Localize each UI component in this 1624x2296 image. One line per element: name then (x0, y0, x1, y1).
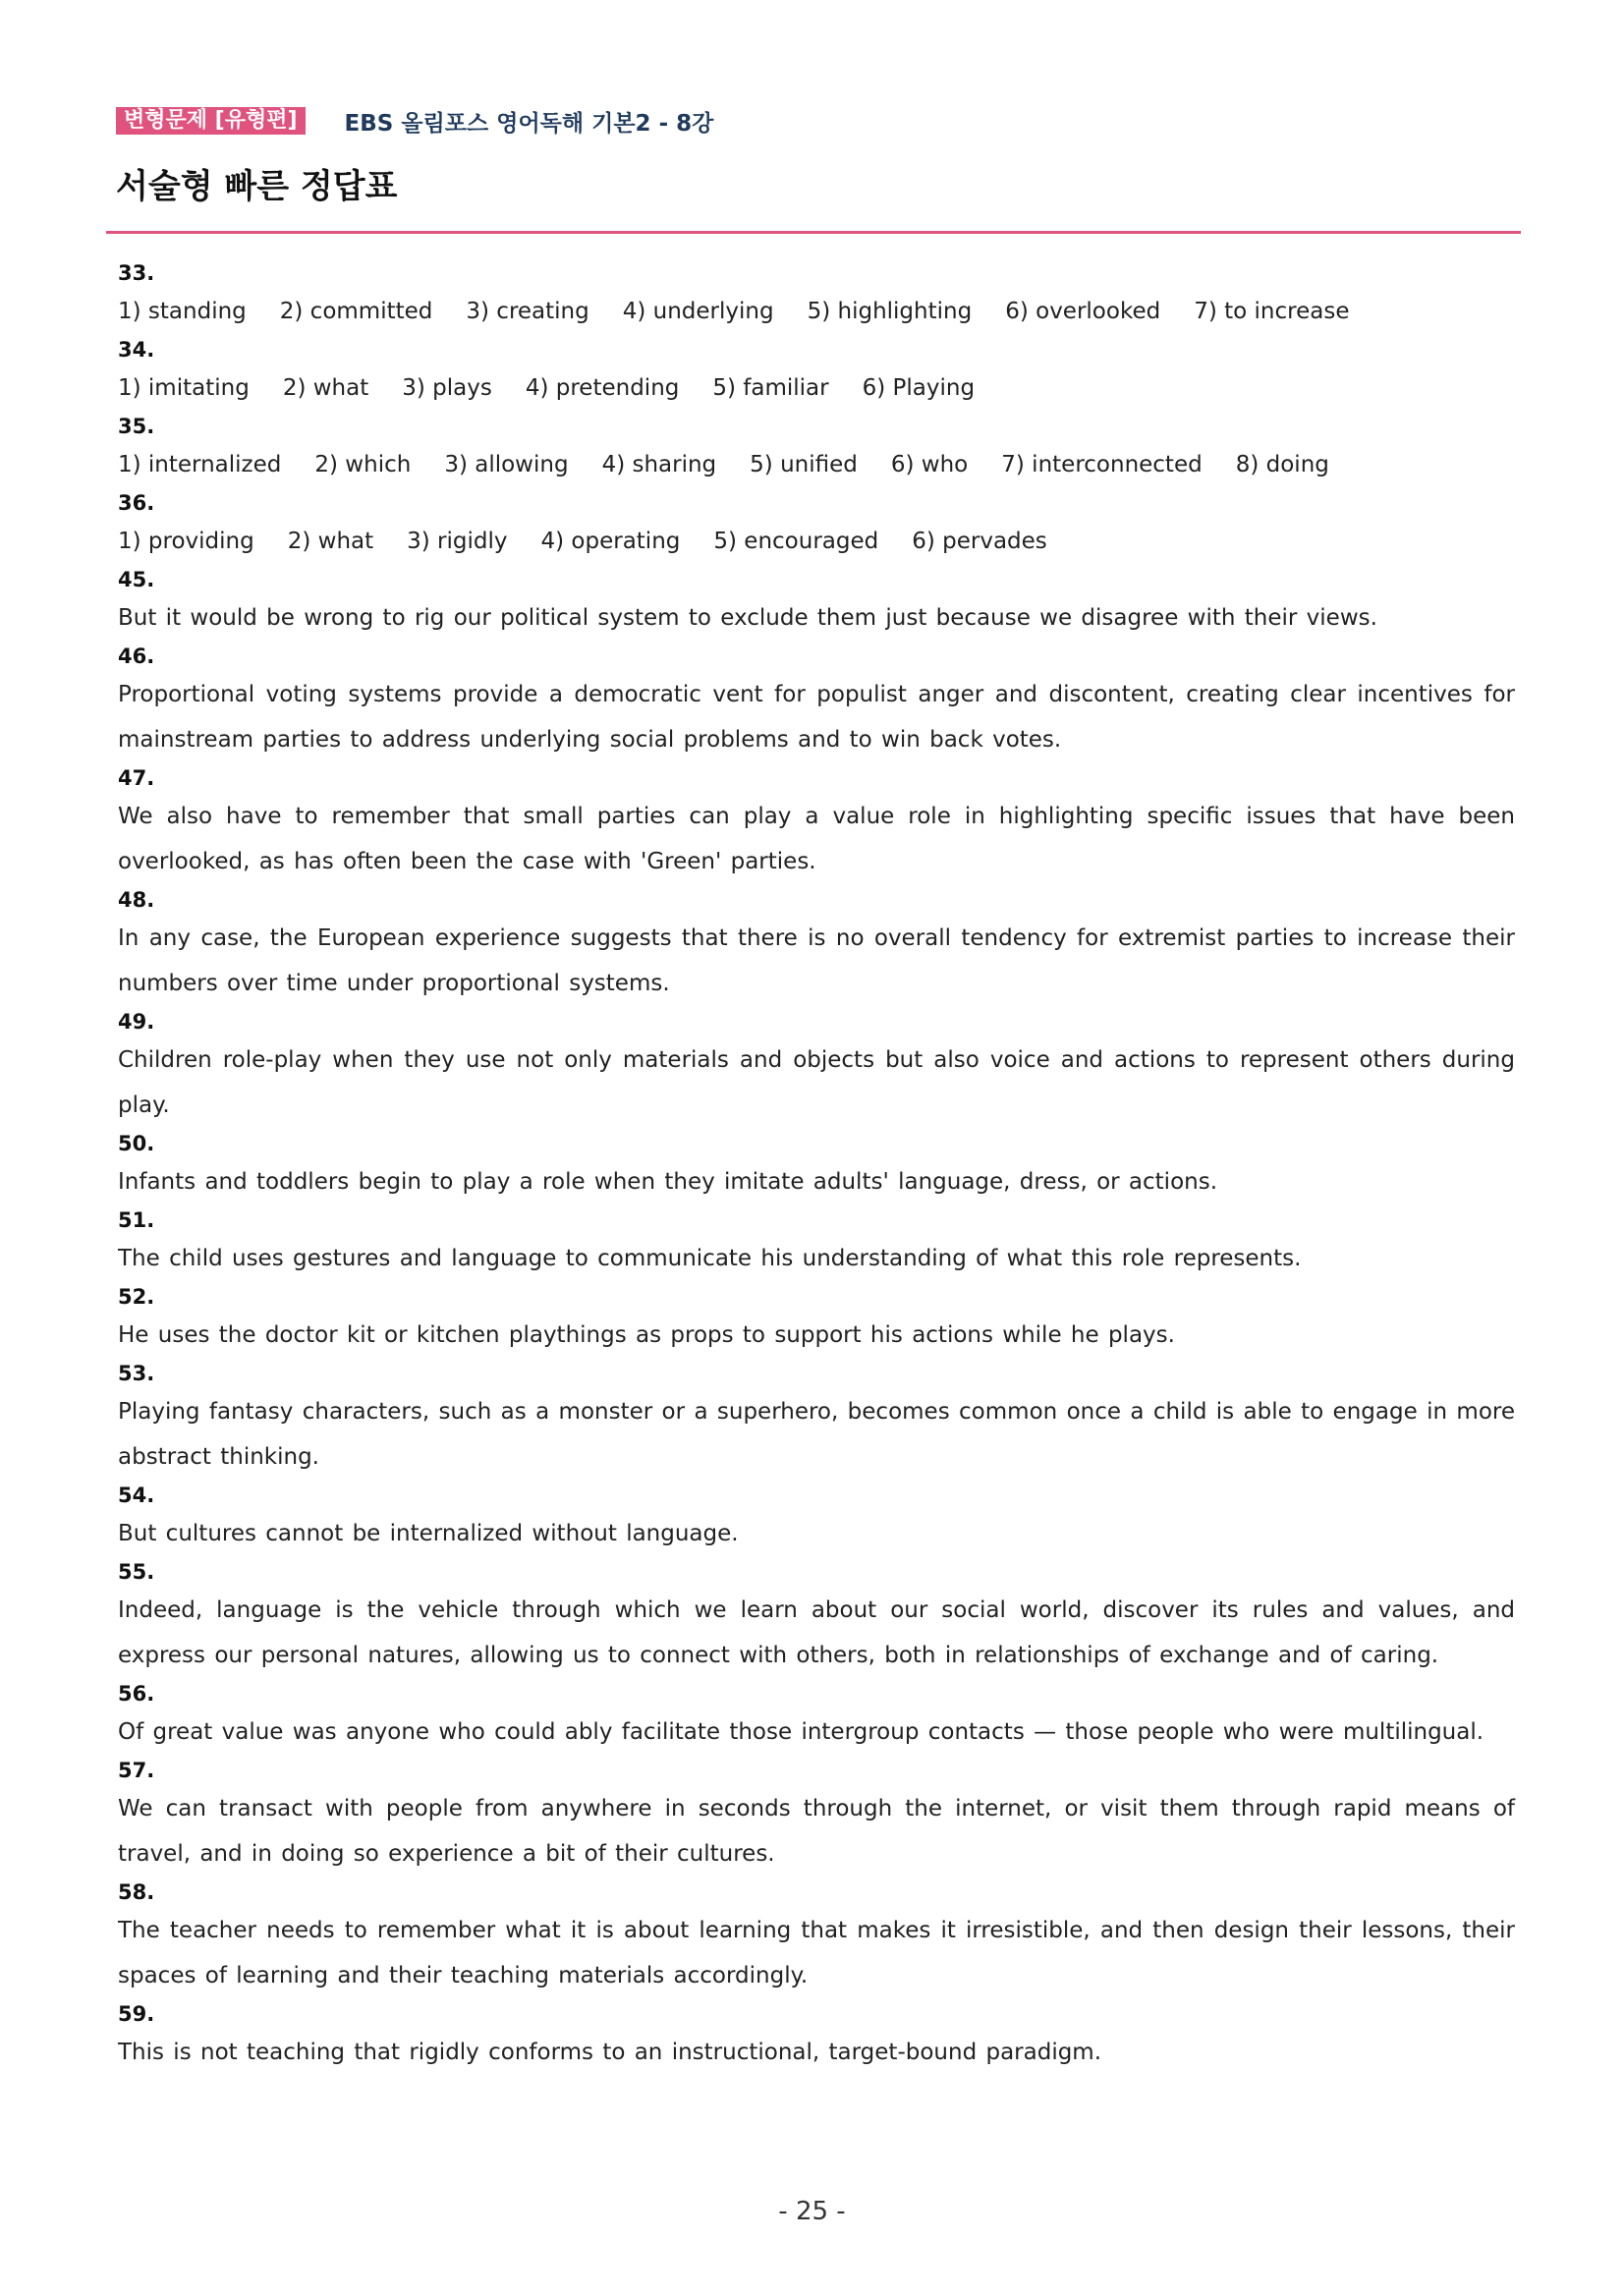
answer-item (118, 1678, 1515, 1755)
question-number: 52. (118, 1285, 155, 1309)
answer-word: 6) overlooked (1005, 299, 1161, 324)
answer-item (118, 257, 1515, 334)
answer-sentence: But cultures cannot be internalized without language. (118, 1521, 739, 1546)
answer-word: 4) underlying (622, 299, 774, 324)
answer-word: 4) pretending (525, 375, 680, 401)
answer-word: 8) doing (1235, 452, 1329, 477)
answer-sentence: We also have to remember that small parties can play a value role in highlighting specific issues that have been overlooked, as has often been the case with 'Green' parties. (118, 804, 1515, 874)
answer-word: 4) operating (540, 529, 681, 554)
answer-choices (118, 289, 1515, 334)
question-number: 51. (118, 1208, 155, 1232)
answer-choices (118, 365, 1515, 411)
question-number: 56. (118, 1682, 155, 1706)
question-number: 58. (118, 1880, 155, 1904)
answer-word: 3) rigidly (407, 529, 508, 554)
answer-item (118, 564, 1515, 641)
question-number: 35. (118, 415, 155, 438)
answer-sentence: This is not teaching that rigidly conforms to an instructional, target-bound paradigm. (118, 2040, 1102, 2065)
answer-sentence: Children role-play when they use not only materials and objects but also voice and actions to represent others during play. (118, 1047, 1515, 1118)
page-header (116, 104, 713, 138)
question-number: 59. (118, 2002, 155, 2026)
answer-word: 5) unified (750, 452, 858, 477)
answer-item (118, 1128, 1515, 1204)
answer-word: 2) what (287, 529, 374, 554)
answer-word: 5) encouraged (713, 529, 879, 554)
answer-sentence: Indeed, language is the vehicle through which we learn about our social world, discover its rules and values, and express our personal natures, allowing us to connect with others, both in relationships of exchange and of caring. (118, 1597, 1515, 1668)
header-subtitle: EBS 올림포스 영어독해 기본2 - 8강 (344, 110, 714, 137)
answer-sentence: He uses the doctor kit or kitchen playthings as props to support his actions while he plays. (118, 1322, 1175, 1348)
answer-word: 1) internalized (118, 452, 282, 477)
answer-word: 5) highlighting (807, 299, 973, 324)
answer-word: 1) providing (118, 529, 254, 554)
answer-item (118, 1998, 1515, 2075)
answer-word: 2) what (282, 375, 369, 401)
answer-word: 5) familiar (712, 375, 829, 401)
question-number: 48. (118, 888, 155, 912)
question-number: 47. (118, 766, 155, 790)
answer-item (118, 1281, 1515, 1358)
question-number: 50. (118, 1132, 155, 1155)
answer-choices (118, 519, 1515, 564)
question-number: 57. (118, 1759, 155, 1782)
answer-word: 4) sharing (601, 452, 717, 477)
question-number: 49. (118, 1010, 155, 1034)
answer-item (118, 1876, 1515, 1998)
answer-item (118, 1358, 1515, 1480)
question-number: 54. (118, 1484, 155, 1507)
question-number: 53. (118, 1362, 155, 1385)
answer-sentence: In any case, the European experience suggests that there is no overall tendency for extremist parties to increase their numbers over time under proportional systems. (118, 925, 1515, 996)
question-number: 55. (118, 1560, 155, 1584)
answer-item (118, 487, 1515, 564)
answer-choices (118, 442, 1515, 487)
answer-sentence: Proportional voting systems provide a democratic vent for populist anger and discontent, creating clear incentives for mainstream parties to address underlying social problems and to win back votes. (118, 682, 1515, 753)
answer-item (118, 884, 1515, 1006)
category-tag: 변형문제 [유형편] (116, 107, 306, 135)
question-number: 46. (118, 644, 155, 668)
answer-sentence: The child uses gestures and language to communicate his understanding of what this role represents. (118, 1246, 1302, 1271)
answer-sentence: We can transact with people from anywhere in seconds through the internet, or visit them through rapid means of travel, and in doing so experience a bit of their cultures. (118, 1796, 1515, 1867)
answer-word: 1) standing (118, 299, 247, 324)
answer-word: 2) which (314, 452, 412, 477)
answer-sentence: The teacher needs to remember what it is about learning that makes it irresistible, and then design their lessons, their spaces of learning and their teaching materials accordingly. (118, 1918, 1515, 1988)
answer-sentence: Playing fantasy characters, such as a monster or a superhero, becomes common once a child is able to engage in more abstract thinking. (118, 1399, 1515, 1470)
answer-word: 7) interconnected (1001, 452, 1203, 477)
answer-list (118, 257, 1515, 2075)
answer-item (118, 1480, 1515, 1556)
page-title: 서술형 빠른 정답표 (116, 167, 398, 206)
question-number: 33. (118, 261, 155, 285)
answer-item (118, 1556, 1515, 1678)
answer-word: 3) plays (402, 375, 492, 401)
answer-item (118, 762, 1515, 884)
answer-word: 1) imitating (118, 375, 250, 401)
answer-word: 6) who (890, 452, 969, 477)
answer-word: 7) to increase (1194, 299, 1350, 324)
answer-word: 6) Playing (862, 375, 976, 401)
answer-item (118, 411, 1515, 487)
question-number: 36. (118, 491, 155, 515)
answer-sentence: But it would be wrong to rig our political system to exclude them just because we disagree with their views. (118, 605, 1377, 631)
page-number: - 25 - (778, 2197, 846, 2226)
answer-item (118, 1204, 1515, 1281)
answer-item (118, 1006, 1515, 1128)
question-number: 45. (118, 568, 155, 591)
title-divider (106, 231, 1521, 234)
answer-word: 6) pervades (912, 529, 1047, 554)
answer-sentence: Of great value was anyone who could ably facilitate those intergroup contacts — those people who were multilingual. (118, 1719, 1484, 1745)
answer-word: 2) committed (279, 299, 433, 324)
question-number: 34. (118, 338, 155, 362)
answer-item (118, 1755, 1515, 1876)
answer-word: 3) creating (466, 299, 589, 324)
answer-item (118, 334, 1515, 411)
answer-item (118, 641, 1515, 762)
answer-word: 3) allowing (444, 452, 569, 477)
answer-sentence: Infants and toddlers begin to play a role when they imitate adults' language, dress, or actions. (118, 1169, 1218, 1195)
